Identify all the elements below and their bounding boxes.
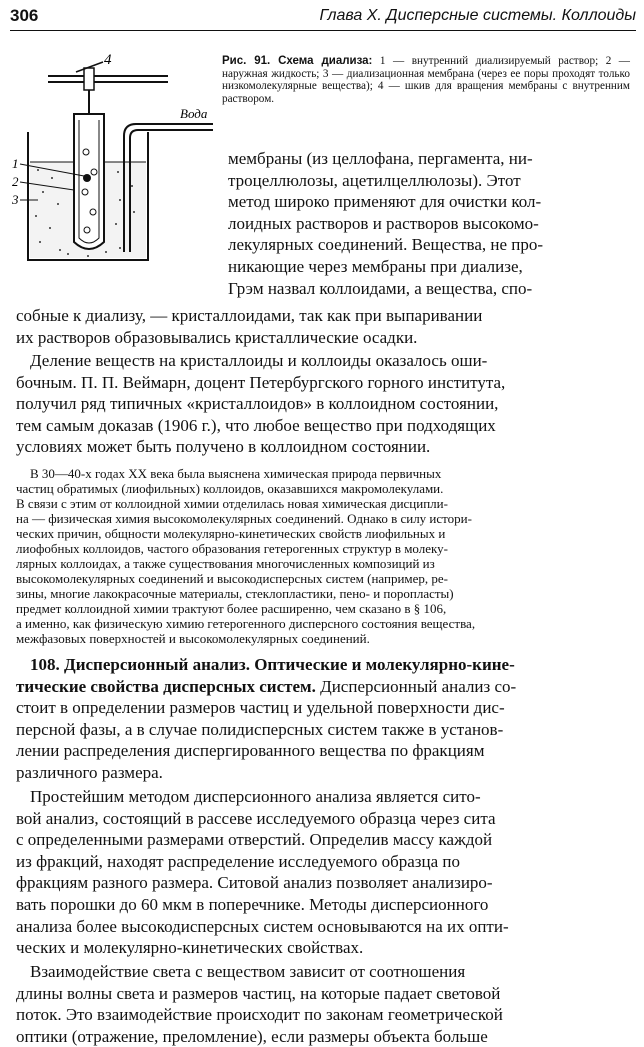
text-line: вой анализ, состоящий в рассеве исследуемого образца через сита xyxy=(16,808,496,828)
text-line: ческих и молекулярно-кинетических свойствах. xyxy=(16,938,364,958)
figure-label-4: 4 xyxy=(104,52,112,68)
figure-label-water: Вода xyxy=(180,106,208,121)
text-line: условиях может быть получено в коллоидном состоянии. xyxy=(16,437,431,457)
section-text-start: Дисперсионный анализ со- xyxy=(315,676,517,696)
text-line: лении распределения диспергированного вещества по фракциям xyxy=(16,741,485,761)
text-line: лярных коллоидах, а также существования многочисленных композиций из xyxy=(16,556,435,571)
page-header xyxy=(10,4,636,31)
text-line: ческих причин, общности молекулярно-кинетических свойств лиофильных и xyxy=(16,526,446,541)
text-line: на — физическая химия высокомолекулярных соединений. Однако в силу истори- xyxy=(16,511,472,526)
section-title-line-1: 108. Дисперсионный анализ. Оптические и молекулярно-кине- xyxy=(30,655,515,674)
paragraph-2 xyxy=(16,350,634,458)
caption-title: Рис. 91. Схема диализа: xyxy=(222,55,373,67)
text-line: а именно, как физическую химию гетерогенного дисперсного состояния вещества, xyxy=(16,616,476,631)
section-title xyxy=(16,654,634,676)
text-line: метод широко применяют для очистки кол- xyxy=(228,192,542,212)
text-line: частиц обратимых (лиофильных) коллоидов, оказавшихся макромолекулами. xyxy=(16,481,444,496)
text-line: персной фазы, а в случае полидисперсных систем также в установ- xyxy=(16,719,504,739)
dialysis-diagram xyxy=(8,52,220,292)
figure-label-3: 3 xyxy=(12,192,19,207)
section-title-line-2: тические свойства дисперсных систем. xyxy=(16,676,316,696)
text-line: межфазовых поверхностей и высокомолекулярных соединений. xyxy=(16,631,370,646)
text-line: стоит в определении размеров частиц и удельной поверхности дис- xyxy=(16,698,505,718)
text-line: фракциям разного размера. Ситовой анализ позволяет анализиро- xyxy=(16,873,493,893)
paragraph-1-continued xyxy=(16,305,634,348)
text-line: тем самым доказав (1906 г.), что любое вещество при подходящих xyxy=(16,415,496,435)
text-line: Взаимодействие света с веществом зависит от соотношения xyxy=(30,962,466,981)
text-line: В 30—40-х годах XX века была выяснена химическая природа первичных xyxy=(30,466,442,481)
text-line: вать порошки до 60 мкм в поперечнике. Методы дисперсионного xyxy=(16,894,489,914)
figure-label-2: 2 xyxy=(12,174,19,189)
text-line: В связи с этим от коллоидной химии отделилась новая химическая дисципли- xyxy=(16,496,448,511)
text-line: зины, многие лакокрасочные материалы, стеклопластики, пено- и поропласты) xyxy=(16,586,454,601)
text-line: лекулярных соединений. Вещества, не про- xyxy=(228,235,544,255)
text-line: мембраны (из целлофана, пергамента, ни- xyxy=(228,149,533,168)
figure-label-1: 1 xyxy=(12,156,19,171)
text-line: бочным. П. П. Веймарн, доцент Петербургского горного института, xyxy=(16,372,506,392)
text-line: Грэм назвал коллоидами, а вещества, спо- xyxy=(228,278,533,298)
text-line: анализа более высокодисперсных систем основываются на их опти- xyxy=(16,916,509,936)
text-line: оптики (отражение, преломление), если размеры объекта больше xyxy=(16,1026,488,1046)
text-line: собные к диализу, — кристаллоидами, так как при выпаривании xyxy=(16,306,483,325)
text-line: троцеллюлозы, ацетилцеллюлозы). Этот xyxy=(228,170,521,190)
text-line: никающие через мембраны при диализе, xyxy=(228,256,523,276)
page-number: 306 xyxy=(10,6,39,25)
text-line: их растворов образовывались кристаллические осадки. xyxy=(16,327,418,347)
text-line: с определенными размерами отверстий. Определив массу каждой xyxy=(16,830,493,850)
paragraph-4 xyxy=(16,786,634,959)
small-print-note xyxy=(16,466,634,646)
paragraph-1 xyxy=(228,148,634,299)
text-line: высокомолекулярных соединений и высокодисперсных систем (например, ре- xyxy=(16,571,449,586)
text-line: поток. Это взаимодействие происходит по законам геометрической xyxy=(16,1005,503,1025)
text-line: получил ряд типичных «кристаллоидов» в коллоидном состоянии, xyxy=(16,394,499,414)
dialysis-diagram-svg xyxy=(8,52,220,292)
text-line: Простейшим методом дисперсионного анализа является сито- xyxy=(30,787,481,806)
text-line: лиофобных коллоидов, частого образования гетерогенных структур в молеку- xyxy=(16,541,448,556)
text-line: предмет коллоидной химии трактуют более расширенно, чем сказано в § 106, xyxy=(16,601,447,616)
caption-text: 1 — внутренний диализируемый раствор; 2 — наружная жидкость; 3 — диализационная мембрана (через ее поры проходят только низкомолекулярные вещества); 4 — шкив для вращения мембраны с внутренним раствором. xyxy=(222,55,630,105)
figure-caption xyxy=(222,55,630,105)
text-line: различного размера. xyxy=(16,762,163,782)
text-line: лоидных растворов и растворов высокомо- xyxy=(228,213,539,233)
text-line xyxy=(16,676,634,698)
paragraph-5 xyxy=(16,961,634,1047)
running-head: Глава X. Дисперсные системы. Коллоиды xyxy=(319,7,636,24)
text-line: Деление веществ на кристаллоиды и коллоиды оказалось оши- xyxy=(30,351,488,370)
text-line: из фракций, находят распределение исследуемого образца по xyxy=(16,851,460,871)
text-line: длины волны света и размеров частиц, на которые падает световой xyxy=(16,983,501,1003)
section-108 xyxy=(16,654,634,784)
